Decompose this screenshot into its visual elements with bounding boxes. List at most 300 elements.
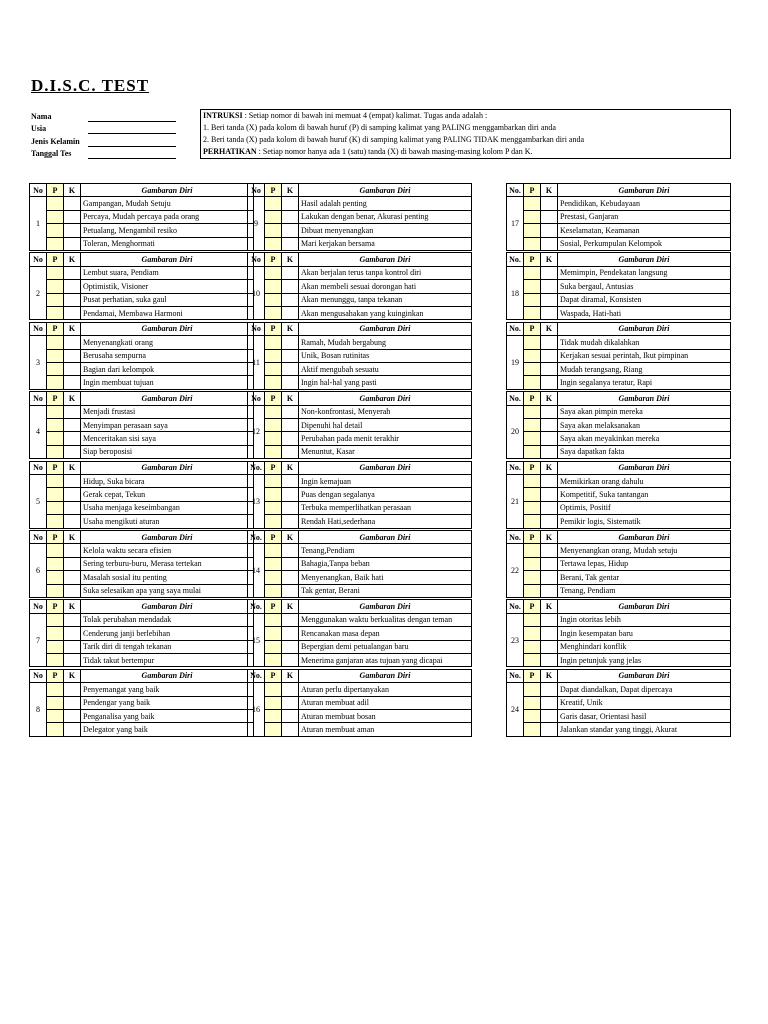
k-checkbox-cell[interactable]: [64, 432, 81, 445]
k-checkbox-cell[interactable]: [541, 432, 558, 445]
no-column-header: No.: [507, 184, 524, 197]
statement-text: Tarik diri di tengah tekanan: [81, 640, 254, 653]
statement-text: Menerima ganjaran atas tujuan yang dicapai: [299, 653, 472, 666]
p-checkbox-cell[interactable]: [524, 197, 541, 210]
p-checkbox-cell[interactable]: [47, 571, 64, 584]
statement-text: Ingin segalanya teratur, Rapi: [558, 376, 731, 389]
p-checkbox-cell[interactable]: [524, 280, 541, 293]
k-column-header: K: [541, 669, 558, 682]
k-checkbox-cell[interactable]: [541, 280, 558, 293]
k-column-header: K: [282, 531, 299, 544]
description-column-header: Gambaran Diri: [299, 184, 472, 197]
statement-text: Aturan membuat adil: [299, 696, 472, 709]
k-checkbox-cell[interactable]: [282, 488, 299, 501]
p-checkbox-cell[interactable]: [47, 210, 64, 223]
p-checkbox-cell[interactable]: [47, 584, 64, 597]
k-checkbox-cell[interactable]: [541, 237, 558, 250]
p-checkbox-cell[interactable]: [265, 445, 282, 458]
description-column-header: Gambaran Diri: [558, 461, 731, 474]
question-number: 21: [507, 474, 524, 528]
p-checkbox-cell[interactable]: [265, 488, 282, 501]
p-checkbox-cell[interactable]: [524, 557, 541, 570]
p-checkbox-cell[interactable]: [524, 723, 541, 736]
table-header-row: [507, 184, 731, 197]
statement-text: Berusaha sempurna: [81, 349, 254, 362]
k-checkbox-cell[interactable]: [541, 613, 558, 626]
p-checkbox-cell[interactable]: [524, 445, 541, 458]
statement-text: Tolak perubahan mendadak: [81, 613, 254, 626]
no-column-header: No: [248, 184, 265, 197]
k-checkbox-cell[interactable]: [64, 405, 81, 418]
k-checkbox-cell[interactable]: [282, 584, 299, 597]
attention-heading: PERHATIKAN: [203, 147, 257, 156]
table-row: [248, 306, 472, 319]
p-checkbox-cell[interactable]: [524, 336, 541, 349]
p-checkbox-cell[interactable]: [524, 515, 541, 528]
question-number: 13: [248, 474, 265, 528]
statement-text: Tertawa lepas, Hidup: [558, 557, 731, 570]
p-checkbox-cell[interactable]: [47, 418, 64, 431]
table-row: [30, 418, 254, 431]
k-checkbox-cell[interactable]: [64, 349, 81, 362]
statement-text: Bepergian demi petualangan baru: [299, 640, 472, 653]
table-row: [507, 544, 731, 557]
gender-row: [31, 134, 201, 147]
k-checkbox-cell[interactable]: [541, 418, 558, 431]
question-number: 17: [507, 197, 524, 251]
p-checkbox-cell[interactable]: [524, 266, 541, 279]
k-checkbox-cell[interactable]: [541, 293, 558, 306]
no-column-header: No.: [507, 531, 524, 544]
gender-field[interactable]: [88, 137, 176, 147]
table-row: [30, 293, 254, 306]
table-row: [248, 210, 472, 223]
p-checkbox-cell[interactable]: [265, 237, 282, 250]
name-row: [31, 109, 201, 122]
table-header-row: [248, 322, 472, 335]
k-checkbox-cell[interactable]: [541, 349, 558, 362]
question-number: 6: [30, 544, 47, 598]
k-checkbox-cell[interactable]: [64, 613, 81, 626]
p-checkbox-cell[interactable]: [265, 557, 282, 570]
instruction-intro: : Setiap nomor di bawah ini memuat 4 (empat) kalimat. Tugas anda adalah :: [242, 111, 488, 120]
k-checkbox-cell[interactable]: [541, 336, 558, 349]
k-checkbox-cell[interactable]: [64, 696, 81, 709]
p-checkbox-cell[interactable]: [265, 613, 282, 626]
p-checkbox-cell[interactable]: [47, 544, 64, 557]
k-column-header: K: [282, 392, 299, 405]
k-checkbox-cell[interactable]: [64, 640, 81, 653]
k-checkbox-cell[interactable]: [282, 501, 299, 514]
p-checkbox-cell[interactable]: [524, 349, 541, 362]
k-checkbox-cell[interactable]: [64, 237, 81, 250]
p-checkbox-cell[interactable]: [47, 501, 64, 514]
k-checkbox-cell[interactable]: [282, 336, 299, 349]
p-checkbox-cell[interactable]: [524, 210, 541, 223]
p-checkbox-cell[interactable]: [524, 432, 541, 445]
p-checkbox-cell[interactable]: [265, 418, 282, 431]
p-checkbox-cell[interactable]: [47, 224, 64, 237]
table-row: [507, 696, 731, 709]
question-13-table: [247, 461, 472, 529]
table-header-row: [507, 669, 731, 682]
k-checkbox-cell[interactable]: [64, 376, 81, 389]
question-number: 8: [30, 683, 47, 737]
age-field[interactable]: [88, 124, 176, 134]
question-21-table: [506, 461, 731, 529]
k-checkbox-cell[interactable]: [64, 197, 81, 210]
p-checkbox-cell[interactable]: [524, 653, 541, 666]
k-checkbox-cell[interactable]: [64, 266, 81, 279]
no-column-header: No.: [248, 461, 265, 474]
p-checkbox-cell[interactable]: [47, 488, 64, 501]
k-checkbox-cell[interactable]: [282, 293, 299, 306]
p-checkbox-cell[interactable]: [524, 418, 541, 431]
p-checkbox-cell[interactable]: [47, 237, 64, 250]
table-header-row: [248, 392, 472, 405]
k-checkbox-cell[interactable]: [282, 571, 299, 584]
statement-text: Kreatif, Unik: [558, 696, 731, 709]
p-checkbox-cell[interactable]: [524, 376, 541, 389]
p-column-header: P: [47, 392, 64, 405]
table-row: [507, 571, 731, 584]
k-checkbox-cell[interactable]: [64, 306, 81, 319]
k-checkbox-cell[interactable]: [541, 501, 558, 514]
k-checkbox-cell[interactable]: [541, 696, 558, 709]
p-column-header: P: [47, 600, 64, 613]
p-column-header: P: [265, 669, 282, 682]
p-checkbox-cell[interactable]: [47, 362, 64, 375]
p-checkbox-cell[interactable]: [524, 405, 541, 418]
k-checkbox-cell[interactable]: [541, 515, 558, 528]
k-checkbox-cell[interactable]: [64, 709, 81, 722]
instruction-line-3: 2. Beri tanda (X) pada kolom di bawah huruf (K) di samping kalimat yang PALING TIDAK menggambarkan diri anda: [203, 135, 585, 144]
k-checkbox-cell[interactable]: [541, 362, 558, 375]
k-checkbox-cell[interactable]: [282, 210, 299, 223]
p-checkbox-cell[interactable]: [47, 627, 64, 640]
p-checkbox-cell[interactable]: [524, 696, 541, 709]
statement-text: Dapat diandalkan, Dapat dipercaya: [558, 683, 731, 696]
p-checkbox-cell[interactable]: [265, 362, 282, 375]
k-checkbox-cell[interactable]: [282, 515, 299, 528]
statement-text: Hidup, Suka bicara: [81, 474, 254, 487]
table-row: [30, 197, 254, 210]
k-checkbox-cell[interactable]: [282, 418, 299, 431]
p-checkbox-cell[interactable]: [265, 266, 282, 279]
k-checkbox-cell[interactable]: [541, 488, 558, 501]
p-checkbox-cell[interactable]: [47, 266, 64, 279]
test-date-field[interactable]: [88, 149, 176, 159]
k-checkbox-cell[interactable]: [541, 210, 558, 223]
table-row: [30, 515, 254, 528]
k-checkbox-cell[interactable]: [541, 197, 558, 210]
k-checkbox-cell[interactable]: [541, 376, 558, 389]
k-checkbox-cell[interactable]: [282, 544, 299, 557]
no-column-header: No.: [248, 669, 265, 682]
p-checkbox-cell[interactable]: [524, 362, 541, 375]
p-checkbox-cell[interactable]: [265, 280, 282, 293]
k-checkbox-cell[interactable]: [64, 362, 81, 375]
p-checkbox-cell[interactable]: [47, 432, 64, 445]
k-checkbox-cell[interactable]: [541, 266, 558, 279]
k-checkbox-cell[interactable]: [64, 280, 81, 293]
p-column-header: P: [524, 392, 541, 405]
k-checkbox-cell[interactable]: [282, 362, 299, 375]
p-checkbox-cell[interactable]: [524, 306, 541, 319]
statement-text: Bagian dari kelompok: [81, 362, 254, 375]
k-checkbox-cell[interactable]: [541, 653, 558, 666]
k-checkbox-cell[interactable]: [282, 640, 299, 653]
k-checkbox-cell[interactable]: [541, 474, 558, 487]
p-checkbox-cell[interactable]: [265, 405, 282, 418]
statement-text: Berani, Tak gentar: [558, 571, 731, 584]
p-checkbox-cell[interactable]: [47, 723, 64, 736]
table-row: [248, 376, 472, 389]
statement-text: Aturan perlu dipertanyakan: [299, 683, 472, 696]
p-checkbox-cell[interactable]: [47, 557, 64, 570]
table-row: [30, 501, 254, 514]
k-checkbox-cell[interactable]: [282, 224, 299, 237]
table-row: [248, 224, 472, 237]
age-label: Usia: [31, 124, 47, 133]
p-checkbox-cell[interactable]: [47, 445, 64, 458]
k-checkbox-cell[interactable]: [541, 571, 558, 584]
p-checkbox-cell[interactable]: [524, 474, 541, 487]
statement-text: Optimis, Positif: [558, 501, 731, 514]
k-checkbox-cell[interactable]: [64, 653, 81, 666]
p-checkbox-cell[interactable]: [47, 280, 64, 293]
table-row: [507, 418, 731, 431]
k-checkbox-cell[interactable]: [541, 306, 558, 319]
k-checkbox-cell[interactable]: [64, 224, 81, 237]
p-checkbox-cell[interactable]: [47, 306, 64, 319]
description-column-header: Gambaran Diri: [558, 322, 731, 335]
p-checkbox-cell[interactable]: [524, 584, 541, 597]
p-checkbox-cell[interactable]: [47, 336, 64, 349]
description-column-header: Gambaran Diri: [81, 531, 254, 544]
k-checkbox-cell[interactable]: [64, 723, 81, 736]
k-checkbox-cell[interactable]: [64, 544, 81, 557]
p-checkbox-cell[interactable]: [524, 683, 541, 696]
p-checkbox-cell[interactable]: [47, 653, 64, 666]
k-checkbox-cell[interactable]: [541, 405, 558, 418]
instruction-line-2: 1. Beri tanda (X) pada kolom di bawah huruf (P) di samping kalimat yang PALING menggambarkan diri anda: [203, 123, 556, 132]
statement-text: Bahagia,Tanpa beban: [299, 557, 472, 570]
k-checkbox-cell[interactable]: [64, 488, 81, 501]
table-row: [507, 640, 731, 653]
table-row: [30, 224, 254, 237]
p-checkbox-cell[interactable]: [265, 709, 282, 722]
p-checkbox-cell[interactable]: [265, 349, 282, 362]
p-checkbox-cell[interactable]: [524, 544, 541, 557]
p-checkbox-cell[interactable]: [524, 501, 541, 514]
statement-text: Petualang, Mengambil resiko: [81, 224, 254, 237]
p-checkbox-cell[interactable]: [265, 432, 282, 445]
p-checkbox-cell[interactable]: [47, 696, 64, 709]
p-checkbox-cell[interactable]: [47, 683, 64, 696]
k-checkbox-cell[interactable]: [541, 584, 558, 597]
k-checkbox-cell[interactable]: [282, 266, 299, 279]
k-checkbox-cell[interactable]: [541, 544, 558, 557]
table-row: [507, 237, 731, 250]
p-checkbox-cell[interactable]: [265, 210, 282, 223]
k-checkbox-cell[interactable]: [64, 557, 81, 570]
k-checkbox-cell[interactable]: [541, 557, 558, 570]
k-checkbox-cell[interactable]: [282, 613, 299, 626]
p-checkbox-cell[interactable]: [265, 306, 282, 319]
statement-text: Toleran, Menghormati: [81, 237, 254, 250]
statement-text: Ingin hal-hal yang pasti: [299, 376, 472, 389]
k-checkbox-cell[interactable]: [282, 709, 299, 722]
statement-text: Mudah terangsang, Riang: [558, 362, 731, 375]
table-row: [30, 683, 254, 696]
k-checkbox-cell[interactable]: [64, 474, 81, 487]
p-checkbox-cell[interactable]: [47, 405, 64, 418]
k-checkbox-cell[interactable]: [282, 280, 299, 293]
table-row: [248, 515, 472, 528]
k-checkbox-cell[interactable]: [282, 306, 299, 319]
p-checkbox-cell[interactable]: [47, 293, 64, 306]
p-checkbox-cell[interactable]: [265, 571, 282, 584]
p-checkbox-cell[interactable]: [265, 584, 282, 597]
table-header-row: [30, 669, 254, 682]
p-checkbox-cell[interactable]: [265, 293, 282, 306]
p-checkbox-cell[interactable]: [265, 197, 282, 210]
k-checkbox-cell[interactable]: [282, 445, 299, 458]
name-field[interactable]: [88, 112, 176, 122]
k-checkbox-cell[interactable]: [282, 653, 299, 666]
statement-text: Akan berjalan terus tanpa kontrol diri: [299, 266, 472, 279]
p-checkbox-cell[interactable]: [47, 613, 64, 626]
table-row: [248, 544, 472, 557]
k-checkbox-cell[interactable]: [282, 627, 299, 640]
p-checkbox-cell[interactable]: [47, 709, 64, 722]
p-checkbox-cell[interactable]: [47, 515, 64, 528]
k-checkbox-cell[interactable]: [64, 210, 81, 223]
p-checkbox-cell[interactable]: [524, 613, 541, 626]
k-checkbox-cell[interactable]: [541, 627, 558, 640]
p-checkbox-cell[interactable]: [265, 640, 282, 653]
table-row: [248, 501, 472, 514]
k-checkbox-cell[interactable]: [541, 224, 558, 237]
p-checkbox-cell[interactable]: [47, 640, 64, 653]
p-checkbox-cell[interactable]: [265, 723, 282, 736]
p-checkbox-cell[interactable]: [524, 488, 541, 501]
k-checkbox-cell[interactable]: [282, 432, 299, 445]
p-checkbox-cell[interactable]: [47, 474, 64, 487]
question-number: 19: [507, 336, 524, 390]
statement-text: Cenderung janji berlebihan: [81, 627, 254, 640]
k-checkbox-cell[interactable]: [64, 336, 81, 349]
p-checkbox-cell[interactable]: [265, 336, 282, 349]
p-column-header: P: [47, 184, 64, 197]
question-number: 7: [30, 613, 47, 667]
table-row: [507, 627, 731, 640]
k-checkbox-cell[interactable]: [64, 501, 81, 514]
k-checkbox-cell[interactable]: [64, 293, 81, 306]
table-header-row: [248, 184, 472, 197]
p-checkbox-cell[interactable]: [47, 349, 64, 362]
statement-text: Aturan membuat bosan: [299, 709, 472, 722]
p-checkbox-cell[interactable]: [265, 474, 282, 487]
k-checkbox-cell[interactable]: [541, 640, 558, 653]
p-checkbox-cell[interactable]: [265, 683, 282, 696]
p-checkbox-cell[interactable]: [265, 627, 282, 640]
table-row: [507, 613, 731, 626]
p-checkbox-cell[interactable]: [47, 197, 64, 210]
k-column-header: K: [282, 322, 299, 335]
p-checkbox-cell[interactable]: [265, 696, 282, 709]
table-row: [248, 613, 472, 626]
k-checkbox-cell[interactable]: [282, 376, 299, 389]
p-checkbox-cell[interactable]: [524, 237, 541, 250]
statement-text: Pendamai, Membawa Harmoni: [81, 306, 254, 319]
p-checkbox-cell[interactable]: [524, 709, 541, 722]
k-checkbox-cell[interactable]: [541, 445, 558, 458]
k-checkbox-cell[interactable]: [282, 405, 299, 418]
statement-text: Tidak mudah dikalahkan: [558, 336, 731, 349]
k-checkbox-cell[interactable]: [282, 557, 299, 570]
question-number: 16: [248, 683, 265, 737]
p-checkbox-cell[interactable]: [265, 544, 282, 557]
k-checkbox-cell[interactable]: [64, 584, 81, 597]
k-checkbox-cell[interactable]: [282, 696, 299, 709]
k-checkbox-cell[interactable]: [541, 723, 558, 736]
statement-text: Delegator yang baik: [81, 723, 254, 736]
p-column-header: P: [265, 253, 282, 266]
p-checkbox-cell[interactable]: [265, 224, 282, 237]
p-checkbox-cell[interactable]: [524, 627, 541, 640]
statement-text: Rencanakan masa depan: [299, 627, 472, 640]
k-checkbox-cell[interactable]: [282, 474, 299, 487]
table-header-row: [248, 669, 472, 682]
table-row: [248, 362, 472, 375]
p-checkbox-cell[interactable]: [524, 224, 541, 237]
description-column-header: Gambaran Diri: [558, 253, 731, 266]
k-checkbox-cell[interactable]: [64, 683, 81, 696]
k-checkbox-cell[interactable]: [64, 418, 81, 431]
p-checkbox-cell[interactable]: [47, 376, 64, 389]
p-checkbox-cell[interactable]: [265, 653, 282, 666]
k-checkbox-cell[interactable]: [64, 571, 81, 584]
k-checkbox-cell[interactable]: [282, 349, 299, 362]
k-checkbox-cell[interactable]: [64, 627, 81, 640]
p-checkbox-cell[interactable]: [265, 376, 282, 389]
k-checkbox-cell[interactable]: [64, 515, 81, 528]
k-checkbox-cell[interactable]: [282, 683, 299, 696]
p-column-header: P: [47, 253, 64, 266]
table-row: [507, 349, 731, 362]
p-checkbox-cell[interactable]: [265, 515, 282, 528]
p-checkbox-cell[interactable]: [524, 571, 541, 584]
statement-text: Prestasi, Ganjaran: [558, 210, 731, 223]
k-checkbox-cell[interactable]: [282, 197, 299, 210]
table-header-row: [30, 461, 254, 474]
k-checkbox-cell[interactable]: [282, 237, 299, 250]
k-column-header: K: [64, 392, 81, 405]
p-checkbox-cell[interactable]: [524, 293, 541, 306]
statement-text: Dibuat menyenangkan: [299, 224, 472, 237]
k-checkbox-cell[interactable]: [282, 723, 299, 736]
table-row: [30, 488, 254, 501]
k-checkbox-cell[interactable]: [541, 709, 558, 722]
p-checkbox-cell[interactable]: [265, 501, 282, 514]
statement-text: Tak gentar, Berani: [299, 584, 472, 597]
description-column-header: Gambaran Diri: [81, 600, 254, 613]
k-checkbox-cell[interactable]: [541, 683, 558, 696]
k-checkbox-cell[interactable]: [64, 445, 81, 458]
p-checkbox-cell[interactable]: [524, 640, 541, 653]
